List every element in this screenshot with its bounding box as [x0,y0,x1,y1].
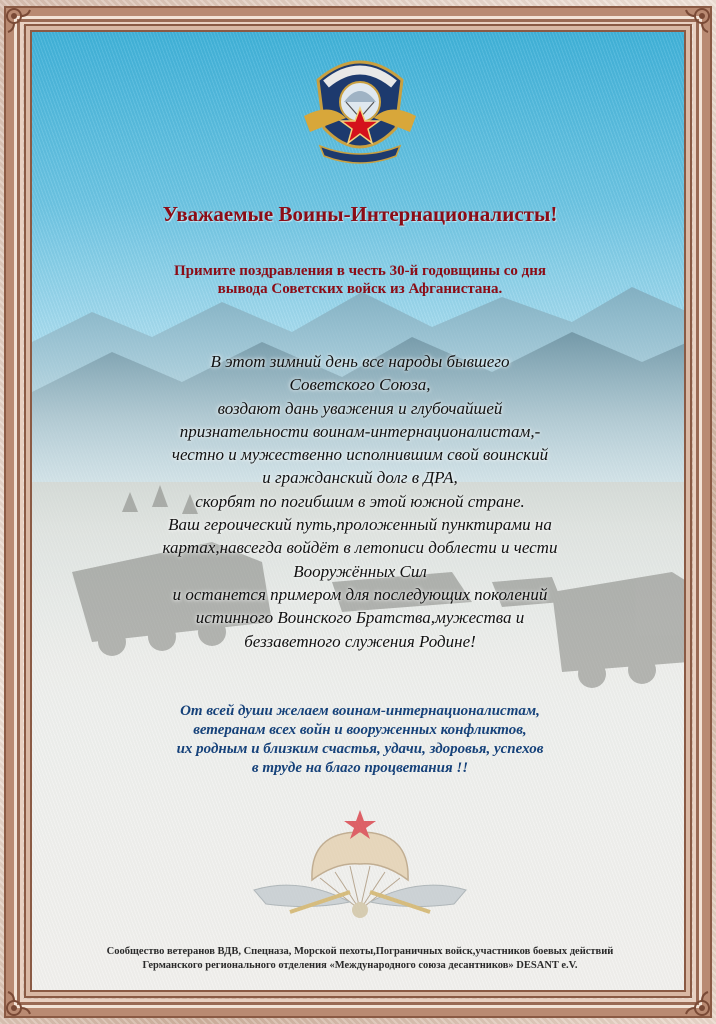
main-line: признательности воинам-интернационалистам,- [179,421,541,441]
main-line: истинного Воинского Братства,мужества и [195,608,525,628]
subtitle-line: вывода Советских войск из Афганистана. [217,281,503,297]
corner-ornament-top-right [684,6,712,34]
desant-emblem [300,50,420,170]
footer-line: Сообщество ветеранов ВДВ, Спецназа, Морской пехоты,Пограничных войск,участников боевых действий [106,946,614,957]
certificate-panel [30,30,686,992]
main-line: Ваш героический путь,проложенный пунктирами на [168,515,552,535]
wishes-message [72,702,648,778]
main-message [72,350,648,653]
main-line: скорбят по погибшим в этой южной стране. [195,491,525,511]
corner-ornament-bottom-left [4,990,32,1018]
main-line: Советского Союза, [289,375,431,395]
wish-line: их родным и близким счастья, удачи, здоровья, успехов [176,741,544,757]
main-line: и гражданский долг в ДРА, [262,468,458,488]
wish-line: в труде на благо процветания !! [251,760,469,776]
main-line: беззаветного служения Родине! [244,631,476,651]
wish-line: От всей души желаем воинам-интернационалистам, [180,703,540,719]
subtitle-line: Примите поздравления в честь 30-й годовщины со дня [174,263,546,279]
main-line: и останется примером для последующих поколений [172,584,548,604]
organization-footer [42,945,678,973]
certificate-title: Уважаемые Воины-Интернационалисты! [162,202,558,226]
main-line: В этот зимний день все народы бывшего [210,352,510,371]
main-line: Вооружённых Сил [293,561,427,581]
footer-line: Германского регионального отделения «Международного союза десантников» DESANT e.V. [142,960,578,971]
corner-ornament-bottom-right [684,990,712,1018]
subtitle [92,262,628,298]
paratrooper-wings-badge [250,792,470,942]
main-line: честно и мужественно исполнившим свой воинский [171,445,549,465]
main-line: воздают дань уважения и глубочайшей [217,398,503,418]
corner-ornament-top-left [4,6,32,34]
main-line: картах,навсегда войдёт в летописи доблести и чести [162,538,558,558]
wish-line: ветеранам всех войн и вооруженных конфликтов, [193,722,527,738]
